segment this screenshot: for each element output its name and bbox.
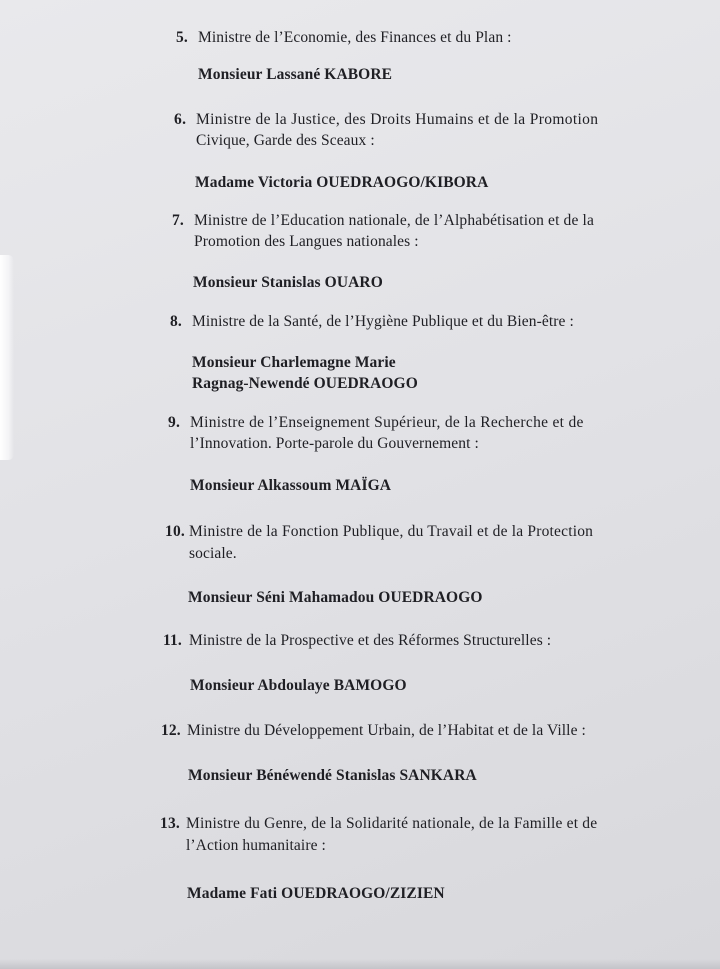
entry-5-number: 5. xyxy=(176,29,188,46)
entry-13-number: 13. xyxy=(160,815,180,832)
entry-5-minister-name: Monsieur Lassané KABORE xyxy=(198,66,393,83)
entry-7-number: 7. xyxy=(172,212,184,229)
entry-10-title-line-2: sociale. xyxy=(189,545,237,562)
entry-7-title-line-1: 7. Ministre de l’Education nationale, de l’Alphabétisation et de la xyxy=(172,212,594,229)
entry-9-minister-name: Monsieur Alkassoum MAÏGA xyxy=(190,477,392,494)
entry-8-minister-name-line-1: Monsieur Charlemagne Marie xyxy=(192,354,396,371)
entry-11-title-line-1: 11. Ministre de la Prospective et des Réformes Structurelles : xyxy=(163,632,552,649)
page-bottom-shadow xyxy=(0,959,720,969)
entry-6-minister-name: Madame Victoria OUEDRAOGO/KIBORA xyxy=(195,174,489,191)
entry-11-minister-name: Monsieur Abdoulaye BAMOGO xyxy=(190,677,407,694)
entry-12-number: 12. xyxy=(161,722,181,739)
entry-12-title-line-1: 12. Ministre du Développement Urbain, de l’Habitat et de la Ville : xyxy=(161,722,586,739)
entry-10-title-line-1: 10. Ministre de la Fonction Publique, du Travail et de la Protection xyxy=(165,523,594,540)
entry-9-title-line-1: 9. Ministre de l’Enseignement Supérieur, de la Recherche et de xyxy=(168,414,584,431)
entry-7-minister-name: Monsieur Stanislas OUARO xyxy=(193,274,383,291)
entry-9-number: 9. xyxy=(168,414,181,431)
entry-13-title-line-1: 13. Ministre du Genre, de la Solidarité nationale, de la Famille et de xyxy=(160,815,598,832)
entry-11-number: 11. xyxy=(163,632,182,649)
entry-8-title-line-1: 8. Ministre de la Santé, de l’Hygiène Publique et du Bien-être : xyxy=(170,313,574,330)
entry-10-number: 10. xyxy=(165,523,185,540)
entry-13-title-line-2: l’Action humanitaire : xyxy=(186,837,326,854)
entry-8-minister-name-line-2: Ragnag-Newendé OUEDRAOGO xyxy=(192,375,418,392)
entry-10-minister-name: Monsieur Séni Mahamadou OUEDRAOGO xyxy=(188,589,483,606)
entry-7-title-line-2: Promotion des Langues nationales : xyxy=(194,233,419,250)
entry-9-title-line-2: l’Innovation. Porte-parole du Gouvernement : xyxy=(190,435,479,452)
page-edge-highlight xyxy=(0,255,14,460)
entry-6-title-line-2: Civique, Garde des Sceaux : xyxy=(196,132,375,149)
entry-12-minister-name: Monsieur Bénéwendé Stanislas SANKARA xyxy=(188,767,477,784)
entry-13-minister-name: Madame Fati OUEDRAOGO/ZIZIEN xyxy=(187,885,445,902)
entry-6-number: 6. xyxy=(174,111,187,128)
entry-5-title-line-1: 5. Ministre de l’Economie, des Finances et du Plan : xyxy=(176,29,512,46)
entry-6-title-line-1: 6. Ministre de la Justice, des Droits Humains et de la Promotion xyxy=(174,111,599,128)
entry-8-number: 8. xyxy=(170,313,182,330)
